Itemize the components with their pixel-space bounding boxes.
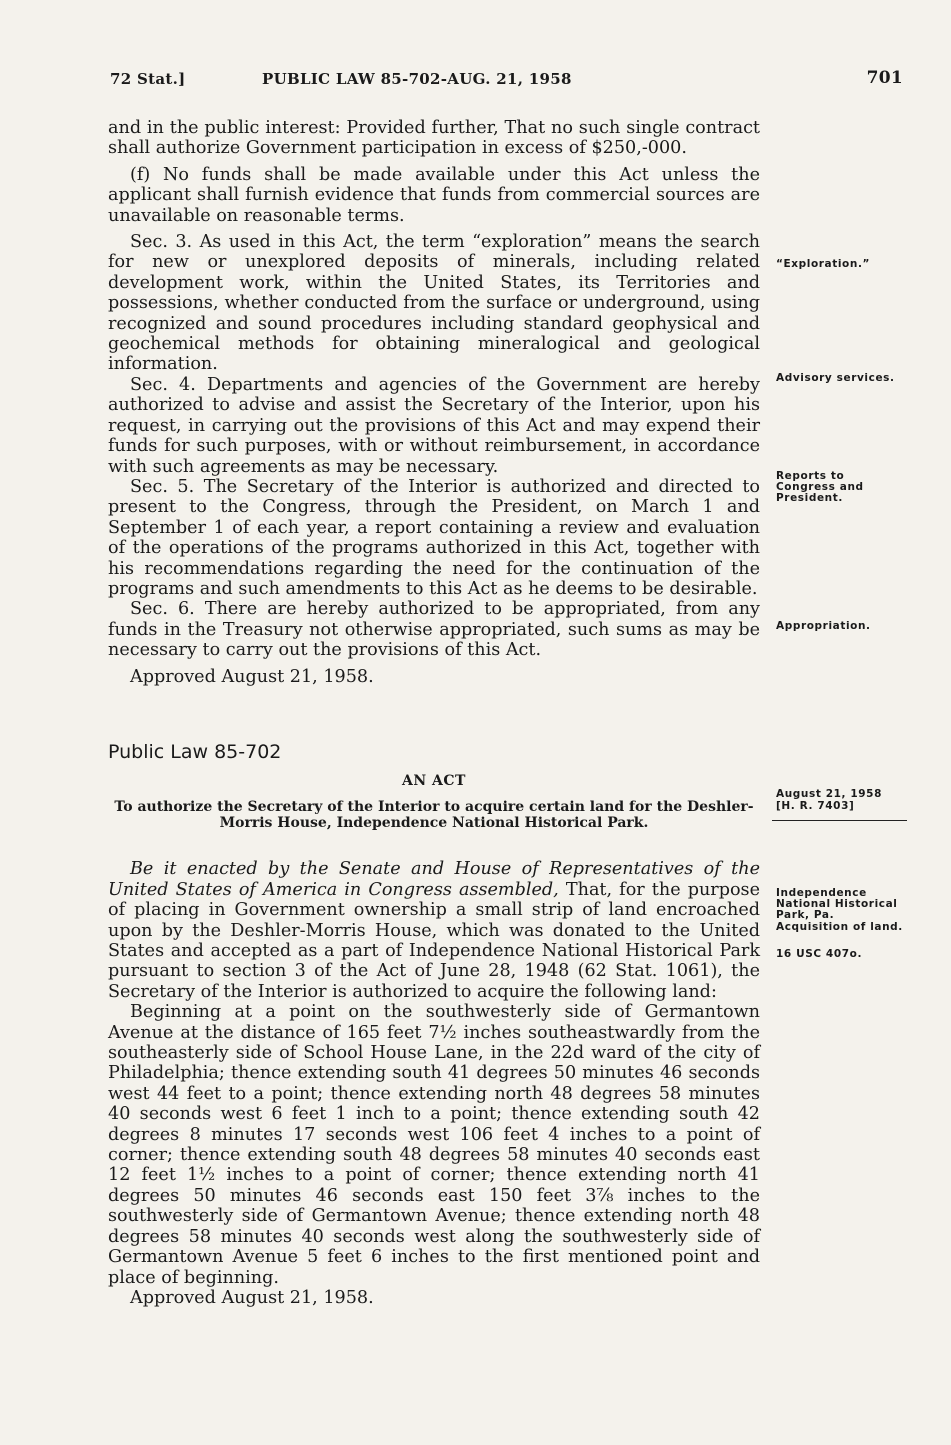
margin-note-date: August 21, 1958 <box>776 788 882 800</box>
page-number: 701 <box>866 68 903 88</box>
margin-note-usc: 16 USC 407o. <box>776 948 863 960</box>
enacting-text: That, for the purpose of placing in Government ownership a small strip of land encroached upon by the Deshler-Morris House, which was donated to the United States and accepted as a part of Independence National Historical Park pursuant to section 3 of the Act of June 28, 1948 (62 Stat. 1061), the Secretary of the Interior is authorized to acquire the following land: <box>108 879 760 1002</box>
public-law-title: Public Law 85-702 <box>108 740 282 763</box>
section-3: Sec. 3. As used in this Act, the term “exploration” means the search for new or unexplored deposits of minerals, including related development work, within the United States, its Territories and possessions, whether conducted from the surface or underground, using recognized and sound procedures including standard geophysical and geochemical methods for obtaining mineralogical and geological information. <box>108 232 760 375</box>
paragraph: and in the public interest: Provided further, That no such single contract shall authorize Government participation in excess of $250,-000. <box>108 118 760 159</box>
statute-body <box>108 118 760 1308</box>
approval-line: Approved August 21, 1958. <box>130 1287 374 1308</box>
paragraph: (f) No funds shall be made available under this Act unless the applicant shall furnish evidence that funds from commercial sources are unavailable on reasonable terms. <box>108 164 760 226</box>
act-title: To authorize the Secretary of the Interior to acquire certain land for the Deshler-Morris House, Independence National Historical Park. <box>114 799 754 832</box>
section-5: Sec. 5. The Secretary of the Interior is authorized and directed to present to the Congress, through the President, on March 1 and September 1 of each year, a report containing a review and evaluation of the operations of the programs authorized in this Act, together with his recommendations regarding the need for the continuation of the programs and such amendments to this Act as he deems to be desirable. <box>108 476 760 599</box>
approval-line: Approved August 21, 1958. <box>130 666 374 687</box>
margin-rule <box>772 820 907 821</box>
running-head: PUBLIC LAW 85-702-AUG. 21, 1958 <box>262 70 572 88</box>
margin-note-appropriation: Appropriation. <box>776 620 871 632</box>
enacting-formula: Be it enacted by the Senate and House of Representatives of the United States of America in Congress assembled, <box>108 859 760 900</box>
section-6: Sec. 6. There are hereby authorized to be appropriated, from any funds in the Treasury not otherwise appropriated, such sums as may be necessary to carry out the provisions of this Act. <box>108 599 760 661</box>
section-4: Sec. 4. Departments and agencies of the Government are hereby authorized to advise and assist the Secretary of the Interior, upon his request, in carrying out the provisions of this Act and may expend their funds for such purposes, with or without reimbursement, in accordance with such agreements as may be necessary. <box>108 374 760 477</box>
margin-note-acquisition: Acquisition of land. <box>776 921 903 933</box>
enacting-clause <box>108 859 760 1002</box>
land-description: Beginning at a point on the southwesterly side of Germantown Avenue at the distance of 165 feet 7½ inches southeastwardly from the southeasterly side of School House Lane, in the 22d ward of the city of Philadelphia; thence extending south 41 degrees 50 minutes 46 seconds west 44 feet to a point; thence extending north 48 degrees 58 minutes 40 seconds west 6 feet 1 inch to a point; thence extending south 42 degrees 8 minutes 17 seconds west 106 feet 4 inches to a point of corner; thence extending south 48 degrees 58 minutes 40 seconds east 12 feet 1½ inches to a point of corner; thence extending north 41 degrees 50 minutes 46 seconds east 150 feet 3⅞ inches to the southwesterly side of Germantown Avenue; thence extending north 48 degrees 58 minutes 40 seconds west along the southwesterly side of Germantown Avenue 5 feet 6 inches to the first mentioned point and place of beginning. <box>108 1002 760 1288</box>
an-act-heading: AN ACT <box>402 772 466 789</box>
margin-note-reports: Reports to Congress and President. <box>776 470 864 504</box>
margin-note-bill: [H. R. 7403] <box>776 800 855 812</box>
margin-note-exploration: “Exploration.” <box>776 258 871 270</box>
margin-note-independence: Independence National Historical Park, Pa. <box>776 887 898 921</box>
margin-note-advisory: Advisory services. <box>776 372 895 384</box>
stat-volume: 72 Stat.] <box>110 70 186 88</box>
